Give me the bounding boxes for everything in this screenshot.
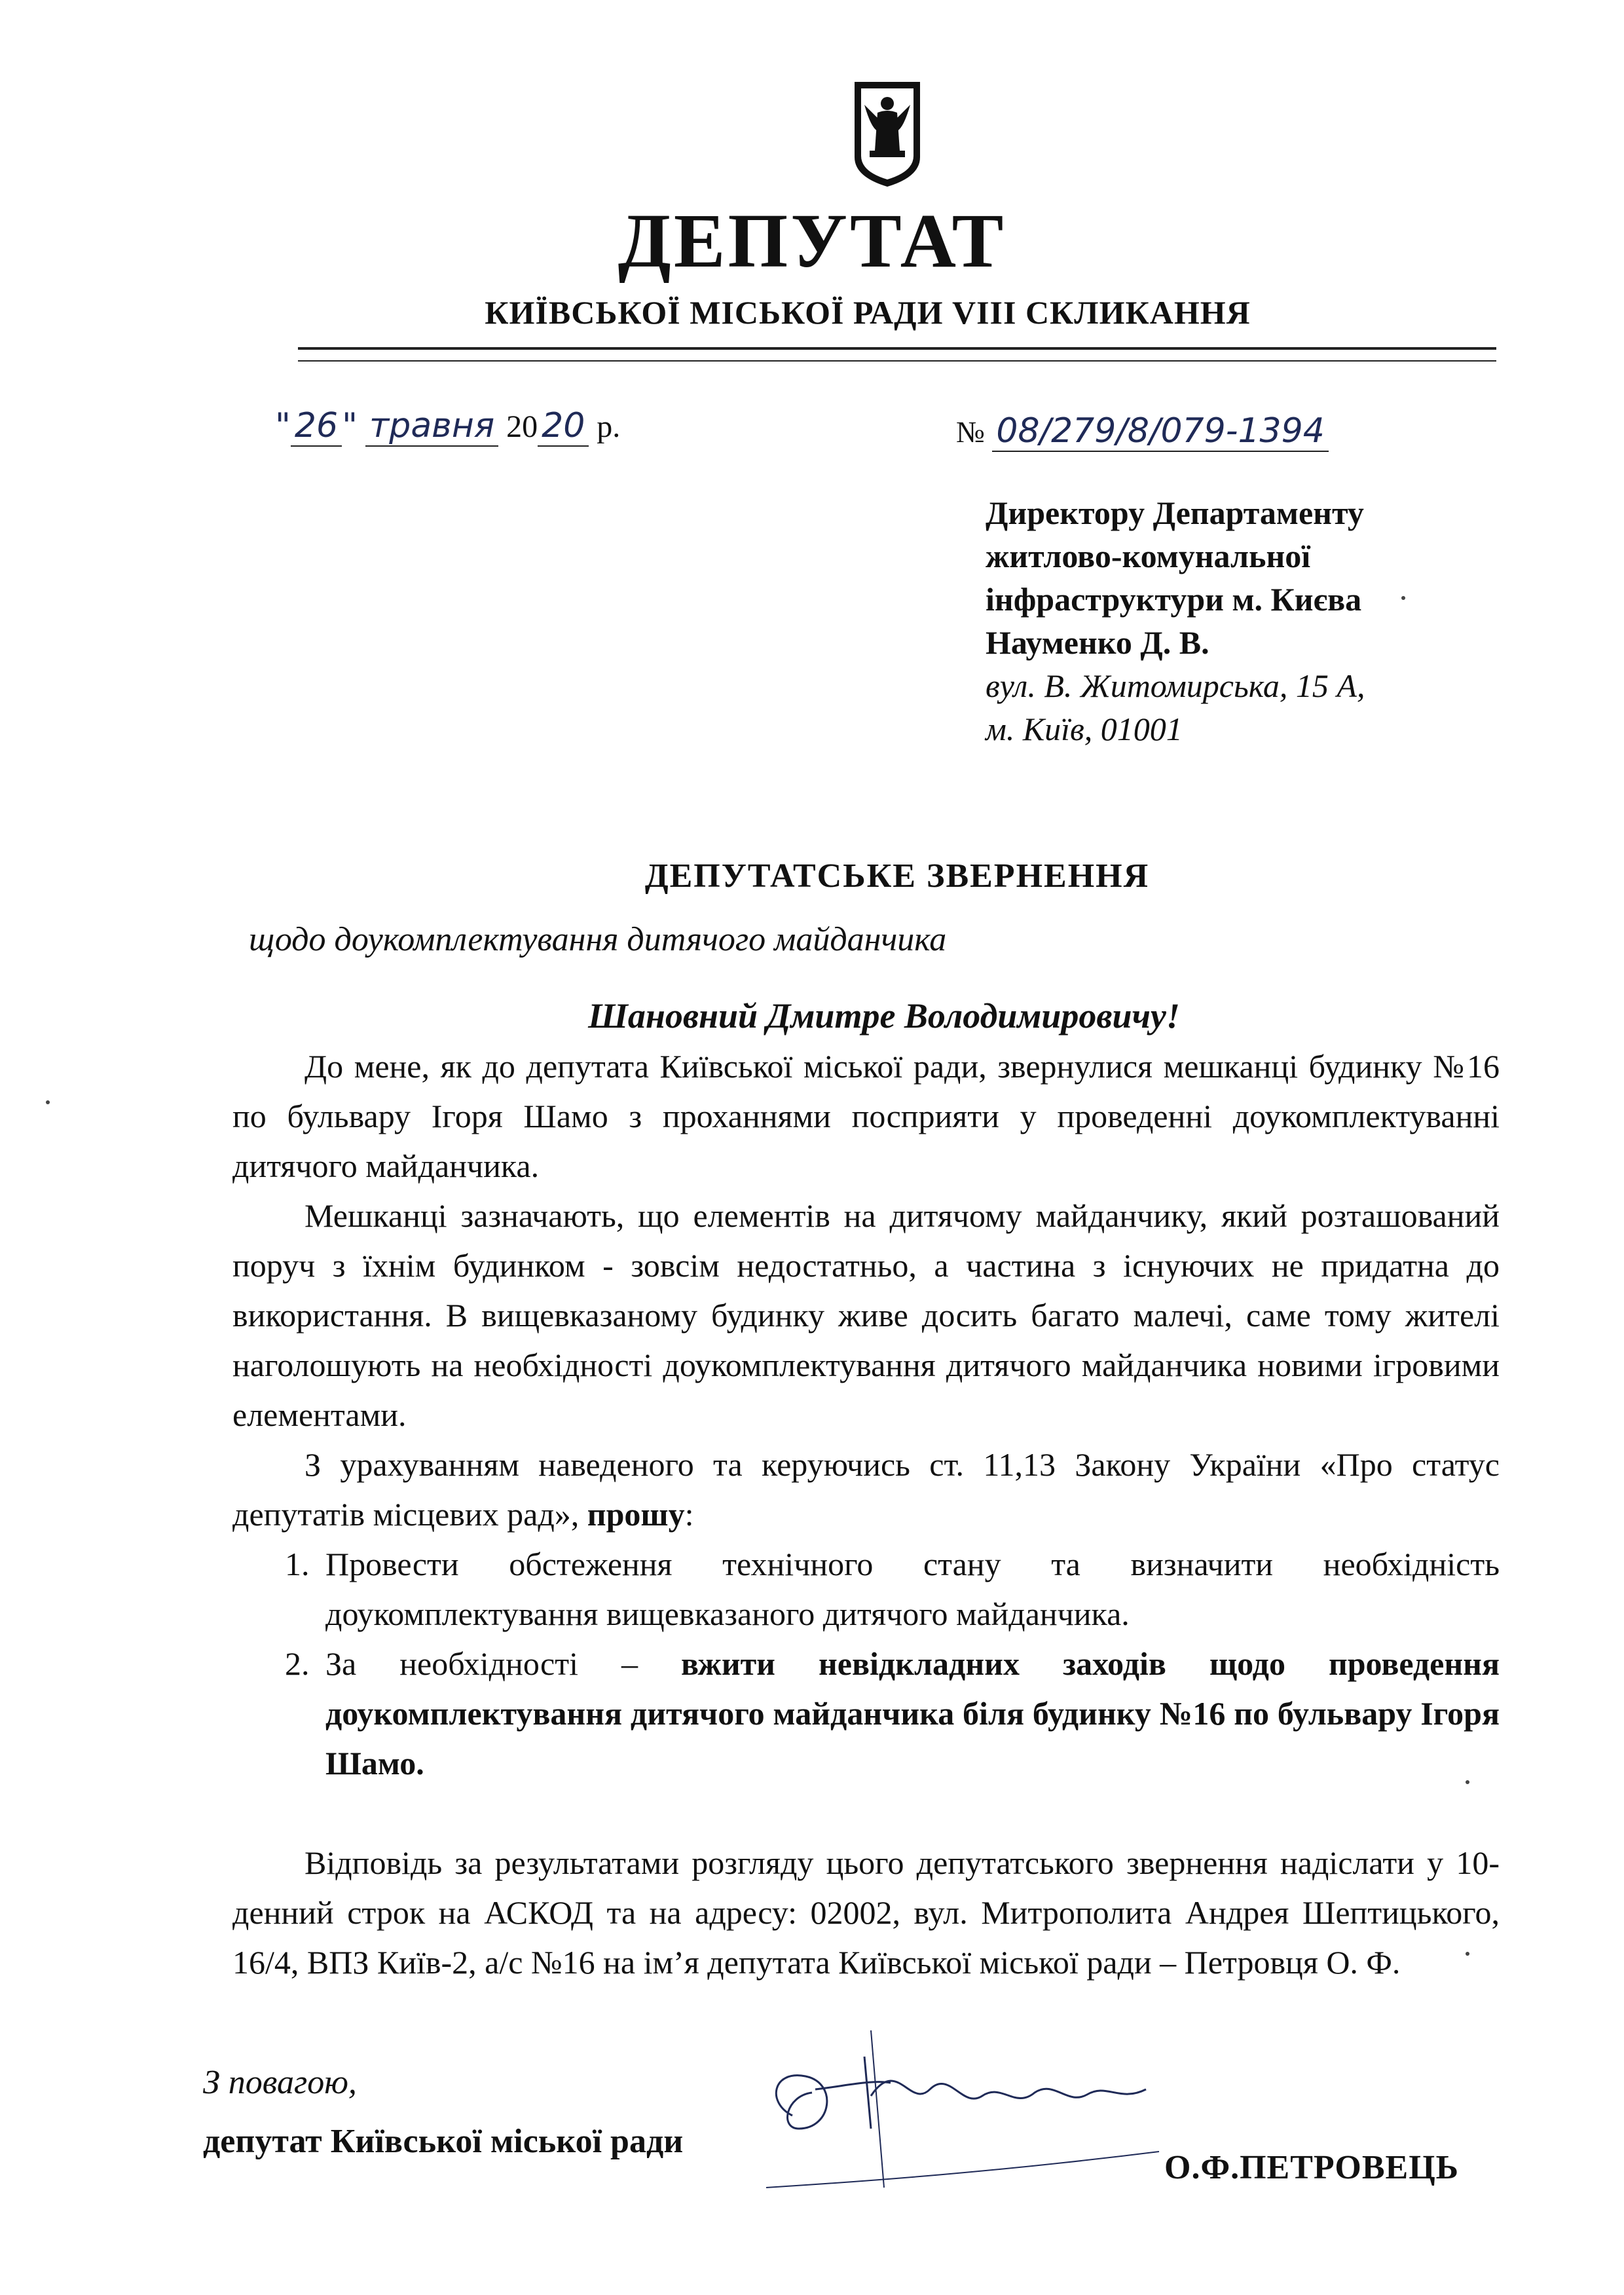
addressee-street: вул. В. Житомирська, 15 А, bbox=[986, 667, 1365, 704]
date-month: травня bbox=[365, 406, 498, 447]
appeal-heading: ДЕПУТАТСЬКЕ ЗВЕРНЕННЯ bbox=[644, 857, 1150, 895]
request-colon: : bbox=[684, 1496, 694, 1533]
scan-speck bbox=[1466, 1952, 1469, 1956]
request-list bbox=[232, 1539, 1500, 1788]
date-day: 26 bbox=[291, 406, 342, 447]
addressee-city: м. Київ, 01001 bbox=[986, 711, 1183, 747]
body-paragraph-request bbox=[232, 1440, 1500, 1539]
date-year: 20 bbox=[538, 406, 589, 447]
date-line bbox=[275, 406, 620, 445]
signer-name: О.Ф.ПЕТРОВЕЦЬ bbox=[1164, 2149, 1460, 2186]
body-paragraph: Мешканці зазначають, що елементів на дитячому майданчику, який розташований поруч з їхнім будинком - зовсім недостатньо, а частина з існуючих не придатна до використання. В вищевказаному будинку живе досить багато малечі, саме тому жителі наголошують на необхідності доукомплектування дитячого майданчика новими ігровими елементами. bbox=[232, 1197, 1500, 1433]
request-keyword: прошу bbox=[587, 1496, 685, 1533]
list-item bbox=[318, 1639, 1500, 1788]
request-text: З урахуванням наведеного та керуючись ст. 11,13 Закону України «Про статус депутатів місцевих рад», bbox=[232, 1446, 1500, 1533]
signer-position: депутат Київської міської ради bbox=[203, 2123, 684, 2160]
header-rule-thin bbox=[298, 360, 1496, 362]
header-rule bbox=[298, 347, 1496, 350]
date-quote-open: " bbox=[275, 406, 291, 445]
paragraph-gap bbox=[232, 1788, 1500, 1838]
appeal-subject: щодо доукомплектування дитячого майданчика bbox=[249, 921, 947, 958]
reference-number: 08/279/8/079-1394 bbox=[992, 411, 1328, 452]
addressee-line: житлово-комунальної bbox=[986, 538, 1311, 574]
scan-speck bbox=[46, 1100, 50, 1104]
addressee-block bbox=[986, 491, 1575, 751]
date-suffix: р. bbox=[597, 409, 621, 444]
document-title: ДЕПУТАТ bbox=[618, 198, 1006, 284]
addressee-line: Директору Департаменту bbox=[986, 494, 1364, 531]
number-prefix: № bbox=[956, 415, 985, 449]
letter-body bbox=[232, 1041, 1500, 1987]
scan-speck bbox=[1466, 1780, 1469, 1784]
date-quote-close: " bbox=[342, 406, 358, 445]
addressee-line: інфраструктури м. Києва bbox=[986, 581, 1362, 618]
list-item-bold: вжити невідкладних заходів щодо проведення доукомплектування дитячого майданчика біля будинку №16 по бульвару Ігоря Шамо. bbox=[325, 1645, 1500, 1782]
council-subtitle: КИЇВСЬКОЇ МІСЬКОЇ РАДИ VIII СКЛИКАННЯ bbox=[485, 294, 1251, 331]
closing-regards: З повагою, bbox=[203, 2064, 357, 2101]
list-item-lead: За необхідності – bbox=[325, 1645, 681, 1682]
reference-number-line bbox=[956, 411, 1329, 451]
kyiv-coat-of-arms-icon bbox=[851, 79, 923, 190]
salutation: Шановний Дмитре Володимировичу! bbox=[588, 996, 1180, 1036]
scan-speck bbox=[1401, 596, 1405, 600]
body-paragraph-response: Відповідь за результатами розгляду цього депутатського звернення надіслати у 10-денний строк на АСКОД та на адресу: 02002, вул. Митрополита Андрея Шептицького, 16/4, ВПЗ Київ-2, а/с №16 на ім’я депутата Київської міської ради – Петровця О. Ф. bbox=[232, 1844, 1500, 1981]
body-paragraph: До мене, як до депутата Київської міської ради, звернулися мешканці будинку №16 по бульвару Ігоря Шамо з проханнями посприяти у проведенні доукомплектуванні дитячого майданчика. bbox=[232, 1048, 1500, 1184]
handwritten-signature bbox=[753, 2017, 1172, 2214]
date-year-prefix: 20 bbox=[506, 409, 538, 444]
list-item: 1. Провести обстеження технічного стану та визначити необхідність доукомплектування вищевказаного дитячого майданчика. bbox=[318, 1539, 1500, 1639]
addressee-name: Науменко Д. В. bbox=[986, 624, 1209, 661]
